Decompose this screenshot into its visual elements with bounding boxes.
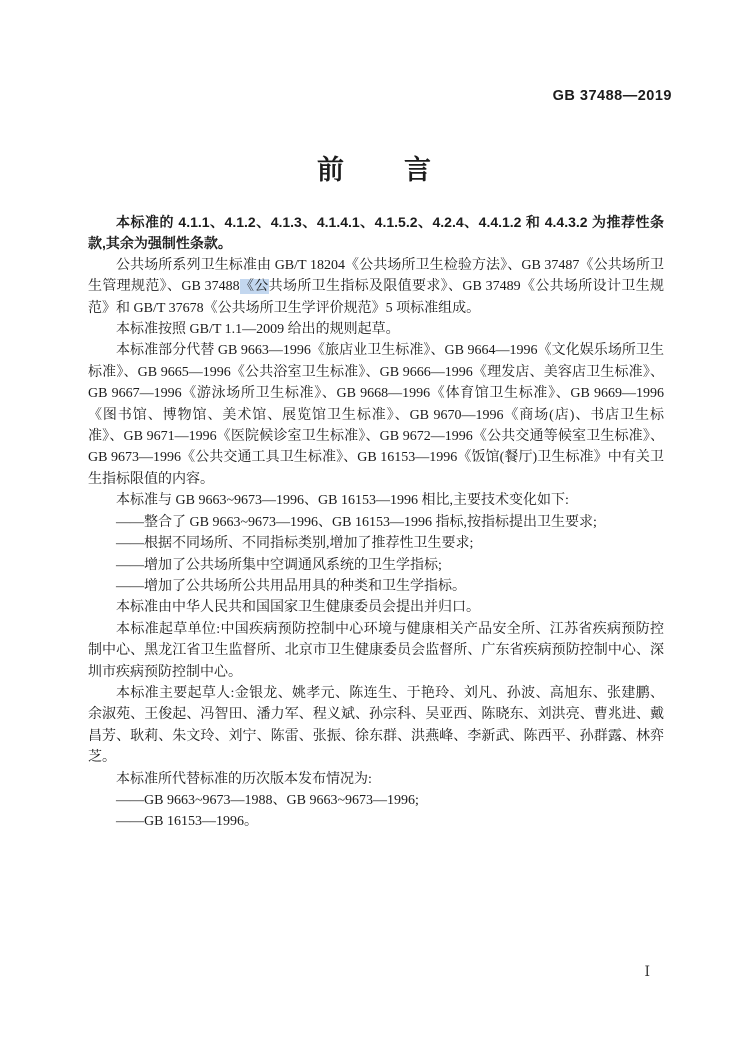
paragraph-drafting-organizations: 本标准起草单位:中国疾病预防控制中心环境与健康相关产品安全所、江苏省疾病预防控制中心、黑龙江省卫生监督所、北京市卫生健康委员会监督所、广东省疾病预防控制中心、深圳市疾病预防控制中心。 xyxy=(88,621,664,680)
series-standards-text-post: 共场所卫生指标及限值要求》、GB 37489《公共场所设计卫生规范》和 GB/T 37678《公共场所卫生学评价规范》5 项标准组成。 xyxy=(88,279,665,316)
paragraph-drafting-rule: 本标准按照 GB/T 1.1—2009 给出的规则起草。 xyxy=(116,322,400,338)
change-item: ——根据不同场所、不同指标类别,增加了推荐性卫生要求; xyxy=(116,536,474,552)
paragraph-changes-intro: 本标准与 GB 9663~9673—1996、GB 16153—1996 相比,主要技术变化如下: xyxy=(116,493,569,509)
paragraph-history-intro: 本标准所代替标准的历次版本发布情况为: xyxy=(116,771,372,787)
paragraph-drafters: 本标准主要起草人:金银龙、姚孝元、陈连生、于艳玲、刘凡、孙波、高旭东、张建鹏、余淑苑、王俊起、冯智田、潘力军、程义斌、孙宗科、吴亚西、陈晓东、刘洪亮、曹兆进、戴昌芳、耿莉、朱文玲、刘宁、陈雷、张振、徐东群、洪燕峰、李新武、陈西平、孙群露、林弈芝。 xyxy=(88,685,664,766)
page-number: Ⅰ xyxy=(644,965,650,980)
change-item: ——增加了公共场所公共用品用具的种类和卫生学指标。 xyxy=(116,578,466,594)
change-item: ——整合了 GB 9663~9673—1996、GB 16153—1996 指标,按指标提出卫生要求; xyxy=(116,514,597,530)
paragraph-proposed-by: 本标准由中华人民共和国国家卫生健康委员会提出并归口。 xyxy=(116,600,480,616)
change-item: ——增加了公共场所集中空调通风系统的卫生学指标; xyxy=(116,557,442,573)
history-item: ——GB 9663~9673—1988、GB 9663~9673—1996; xyxy=(116,792,419,808)
paragraph-mandatory-clauses: 本标准的 4.1.1、4.1.2、4.1.3、4.1.4.1、4.1.5.2、4.2.4、4.4.1.2 和 4.4.3.2 为推荐性条款,其余为强制性条款。 xyxy=(88,214,664,252)
standard-number: GB 37488—2019 xyxy=(552,88,672,104)
foreword-body xyxy=(88,212,664,833)
series-standards-text-pre: 公共场所系列卫生标准由 GB/T 18204《公共场所卫生检验方法》、GB 37487《公共场所卫生管理规范》、GB 37488 xyxy=(88,257,664,295)
paragraph-replaced-standards: 本标准部分代替 GB 9663—1996《旅店业卫生标准》、GB 9664—1996《文化娱乐场所卫生标准》、GB 9665—1996《公共浴室卫生标准》、GB 9666—1996《理发店、美容店卫生标准》、GB 9667—1996《游泳场所卫生标准》、GB 9668—1996《体育馆卫生标准》、GB 9669—1996《图书馆、博物馆、美术馆、展览馆卫生标准》、GB 9670—1996《商场(店)、书店卫生标准》、GB 9671—1996《医院候诊室卫生标准》、GB 9672—1996《公共交通等候室卫生标准》、GB 9673—1996《公共交通工具卫生标准》、GB 16153—1996《饭馆(餐厅)卫生标准》中有关卫生指标限值的内容。 xyxy=(88,343,664,487)
history-item: ——GB 16153—1996。 xyxy=(116,814,258,830)
paragraph-series-standards xyxy=(88,255,664,319)
highlighted-text: 《公 xyxy=(239,279,269,295)
page-title: 前 言 xyxy=(317,155,433,185)
